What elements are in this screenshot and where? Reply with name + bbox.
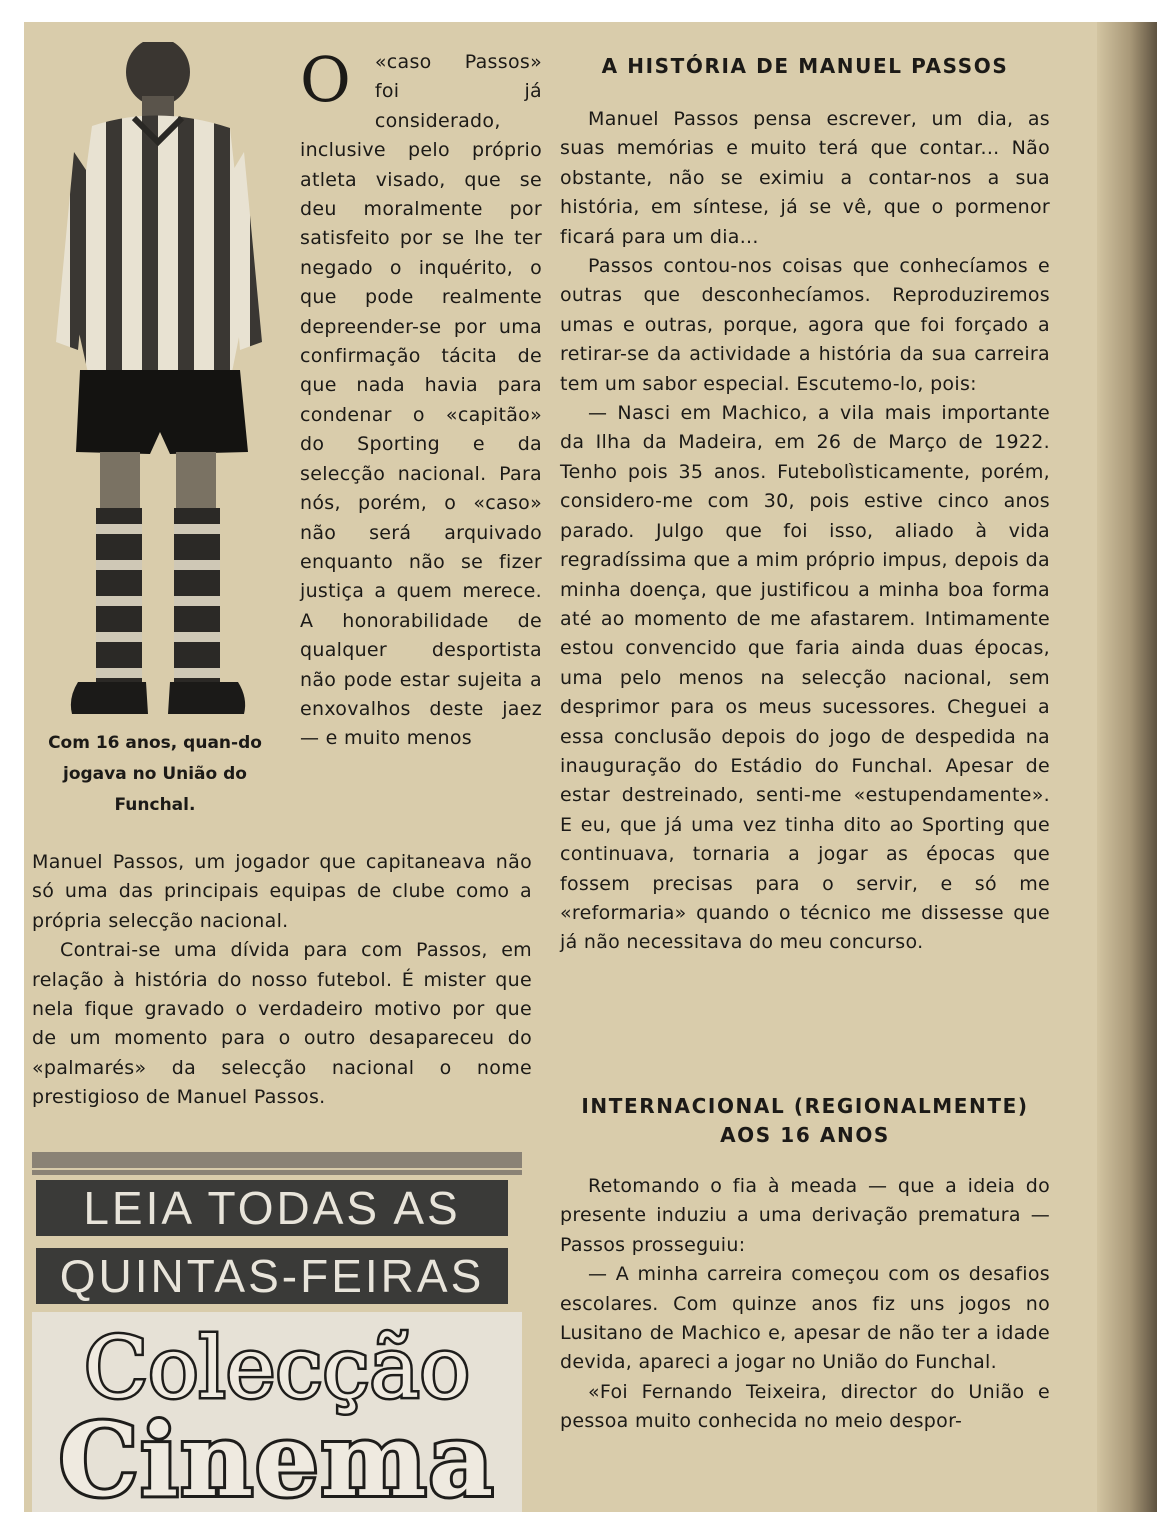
intro-paragraph: «caso Passos» foi já considerado, inclusive pelo próprio atleta visado, que se deu moralmente por satisfeito por se lhe ter negado o inquérito, o que pode realmente depreender-se por uma confirmação tácita de que nada havia para condenar o «capitão» do Sporting e da selecção nacional. Para nós, porém, o «caso» não será arquivado enquanto não se fizer justiça a quem merece. A honorabilidade de qualquer desportista não pode estar sujeita a enxovalhos deste jaez — e muito menos <box>300 51 542 750</box>
paragraph: «Foi Fernando Teixeira, director do União e pessoa muito conhecida no meio despor- <box>560 1380 1050 1433</box>
advert-line-1: LEIA TODAS AS <box>36 1180 508 1236</box>
magazine-page <box>24 22 1157 1512</box>
advert-brand-line-2: Cinema <box>58 1401 496 1512</box>
advert-coleccao-cinema <box>32 1152 522 1512</box>
paragraph: — Nasci em Machico, a vila mais importante da Ilha da Madeira, em 26 de Março de 1922. Tenho pois 35 anos. Futebolìsticamente, porém, considero-me com 30, pois estive cinco anos parado. Julgo que foi isso, aliado à vida regradíssima que a mim próprio impus, depois da minha doença, que justificou a minha boa forma até ao momento de me afastarem. Intimamente estou convencido que faria ainda duas épocas, uma pelo menos na selecção nacional, sem desprimor para os meus sucessores. Cheguei a essa conclusão depois do jogo de despedida na inauguração do Estádio do Funchal. Apesar de estar destreinado, senti-me «estupendamente». E eu, que já uma vez tinha dito ao Sporting que continuava, tornaria a jogar as épocas que fossem precisas para o servir, e só me «reformaria» quando o técnico me dissesse que já não necessitava do meu concurso. <box>560 402 1050 954</box>
right-column-second-section <box>560 1092 1050 1437</box>
right-column <box>560 52 1050 958</box>
advert-brand-box <box>32 1312 522 1512</box>
advert-top-band <box>32 1152 522 1168</box>
photo-caption: Com 16 anos, quan-do jogava no União do Funchal. <box>48 733 262 815</box>
paragraph: Contrai-se uma dívida para com Passos, em relação à história do nosso futebol. É mister que nela fique gravado o verdadeiro motivo por que de um momento para o outro desapareceu do «palmarés» da selecção nacional o nome prestigioso de Manuel Passos. <box>32 939 532 1109</box>
section-heading: AOS 16 ANOS <box>720 1123 890 1147</box>
paragraph: Retomando o fia à meada — que a ideia do presente induziu a uma derivação prematura — Passos prosseguiu: <box>560 1175 1050 1256</box>
paragraph: Passos contou-nos coisas que conhecíamos e outras que desconhecíamos. Reproduziremos umas e outras, porque, agora que foi forçado a retirar-se da actividade a história da sua carreira tem um sabor especial. Escutemo-lo, pois: <box>560 255 1050 395</box>
page-gutter-shadow <box>1097 22 1157 1512</box>
player-photo <box>34 42 279 732</box>
drop-cap: O <box>300 43 351 116</box>
left-column-bottom <box>32 848 532 1113</box>
advert-line-2: QUINTAS-FEIRAS <box>36 1248 508 1304</box>
paragraph: Manuel Passos, um jogador que capitaneava não só uma das principais equipas de clube como a própria selecção nacional. <box>32 851 532 932</box>
section-heading: A HISTÓRIA DE MANUEL PASSOS <box>601 54 1009 78</box>
paragraph: — A minha carreira começou com os desafios escolares. Com quinze anos fiz uns jogos no Lusitano de Machico e, apesar de não ter a idade devida, apareci a jogar no União do Funchal. <box>560 1263 1050 1374</box>
paragraph: Manuel Passos pensa escrever, um dia, as suas memórias e muito terá que contar... Não obstante, não se eximiu a contar-nos a sua história, em síntese, já se vê, que o pormenor ficará para um dia... <box>560 108 1050 248</box>
section-heading: INTERNACIONAL (REGIONALMENTE) <box>581 1094 1029 1118</box>
advert-brand-line-1: Colecção <box>83 1319 471 1417</box>
left-column-intro <box>300 43 542 754</box>
advert-top-band <box>32 1170 522 1175</box>
